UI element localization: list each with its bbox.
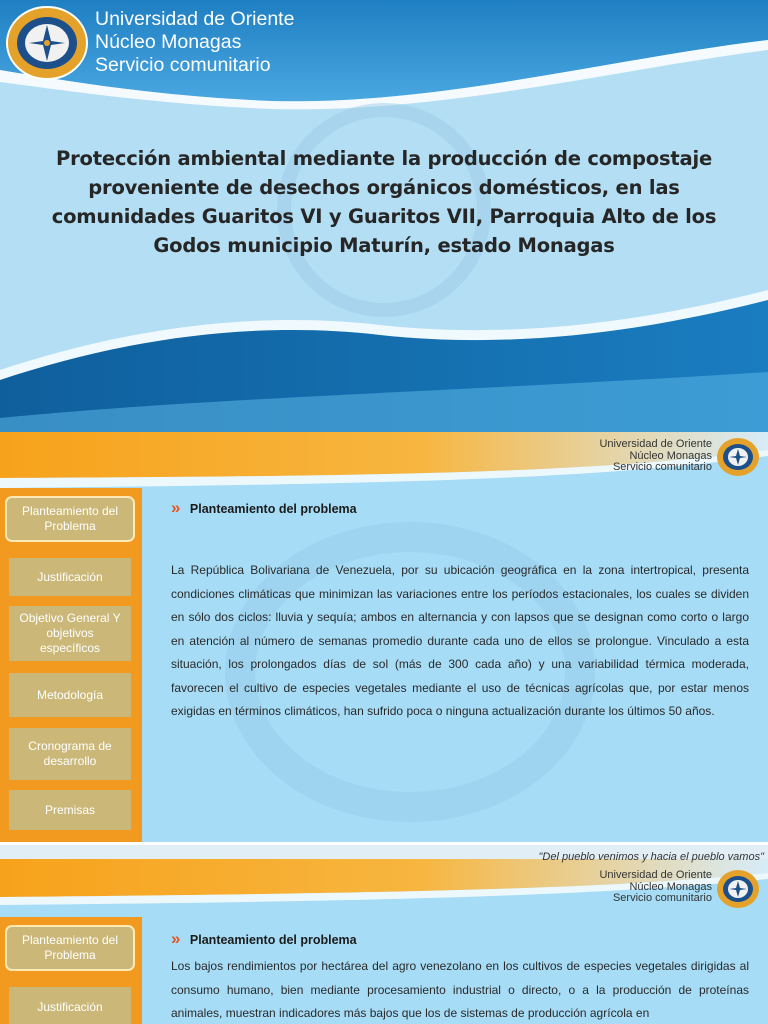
header2-line-3: Servicio comunitario bbox=[612, 892, 712, 904]
header-logo-2 bbox=[716, 869, 760, 909]
content-slide-2 bbox=[0, 845, 768, 1024]
title-line-1: Protección ambiental mediante la producción de compostaje bbox=[56, 147, 712, 170]
body-paragraph: La República Bolivariana de Venezuela, por su ubicación geográfica en la zona intertropical, presenta condiciones climáticas que minimizan las variaciones entre los períodos estacionales, los cuales se dividen en sólo dos ciclos: lluvia y sequía; ambos en alternancia y con lapsos que se designan como corto o largo en atención al número de semanas promedio durante cada uno de ellos se prolongue. Vinculado a esta situación, los prolongados días de sol (más de 300 cada año) y una variabilidad térmica moderada, favorecen el cultivo de especies vegetales mediante el uso de técnicas agrícolas que, por estar menos exigidas en términos climáticos, han sufrido poca o ninguna actualización durante los últimos 50 años. bbox=[171, 563, 749, 718]
presentation-title bbox=[20, 144, 748, 260]
title-line-3: comunidades Guaritos VI y Guaritos VII, Parroquia Alto de los bbox=[51, 205, 717, 228]
title-slide bbox=[0, 0, 768, 432]
header-logo bbox=[716, 437, 760, 477]
navigation-sidebar bbox=[0, 488, 142, 842]
title-line-2: proveniente de desechos orgánicos domésticos, en las bbox=[88, 176, 680, 199]
university-line-3: Servicio comunitario bbox=[95, 54, 271, 76]
nav-planteamiento[interactable]: Planteamiento del Problema bbox=[5, 496, 135, 542]
nav2-justificacion[interactable]: Justificación bbox=[9, 987, 131, 1024]
nav2-planteamiento[interactable]: Planteamiento del Problema bbox=[5, 925, 135, 971]
header-line-1: Universidad de Oriente bbox=[599, 438, 712, 450]
nav-justificacion[interactable]: Justificación bbox=[9, 558, 131, 596]
chevron-right-icon: » bbox=[171, 929, 176, 948]
section-title-2: Planteamiento del problema bbox=[189, 933, 357, 947]
section-heading bbox=[171, 498, 357, 518]
nav-metodologia[interactable]: Metodología bbox=[9, 673, 131, 717]
university-name-block bbox=[95, 8, 294, 77]
university-line-2: Núcleo Monagas bbox=[95, 31, 242, 53]
body-paragraph-2: Los bajos rendimientos por hectárea del agro venezolano en los cultivos de especies vegetales dirigidas al consumo humano, bien mediante procesamiento industrial o directo, o a la producción de proteínas animales, muestran indicadores más bajos que los de sistemas de producción agrícola en bbox=[171, 959, 749, 1020]
section-title: Planteamiento del problema bbox=[189, 502, 357, 516]
navigation-sidebar-2 bbox=[0, 917, 142, 1024]
content-slide-1 bbox=[0, 432, 768, 842]
header2-line-2: Núcleo Monagas bbox=[629, 880, 712, 893]
university-line-1: Universidad de Oriente bbox=[95, 8, 295, 30]
nav-premisas[interactable]: Premisas bbox=[9, 790, 131, 830]
university-logo bbox=[5, 5, 89, 81]
motto-text: "Del pueblo venimos y hacia el pueblo vamos" bbox=[538, 851, 764, 863]
header-university-block bbox=[599, 439, 712, 474]
header-line-3: Servicio comunitario bbox=[612, 461, 712, 473]
title-line-4: Godos municipio Maturín, estado Monagas bbox=[153, 234, 615, 257]
header2-line-1: Universidad de Oriente bbox=[599, 869, 712, 881]
nav-objetivos[interactable]: Objetivo General Y objetivos específicos bbox=[9, 606, 131, 661]
chevron-right-icon: » bbox=[171, 498, 176, 517]
nav-cronograma[interactable]: Cronograma de desarrollo bbox=[9, 728, 131, 780]
header-line-2: Núcleo Monagas bbox=[629, 449, 712, 462]
section-heading-2 bbox=[171, 929, 357, 949]
header-university-block-2 bbox=[599, 870, 712, 905]
